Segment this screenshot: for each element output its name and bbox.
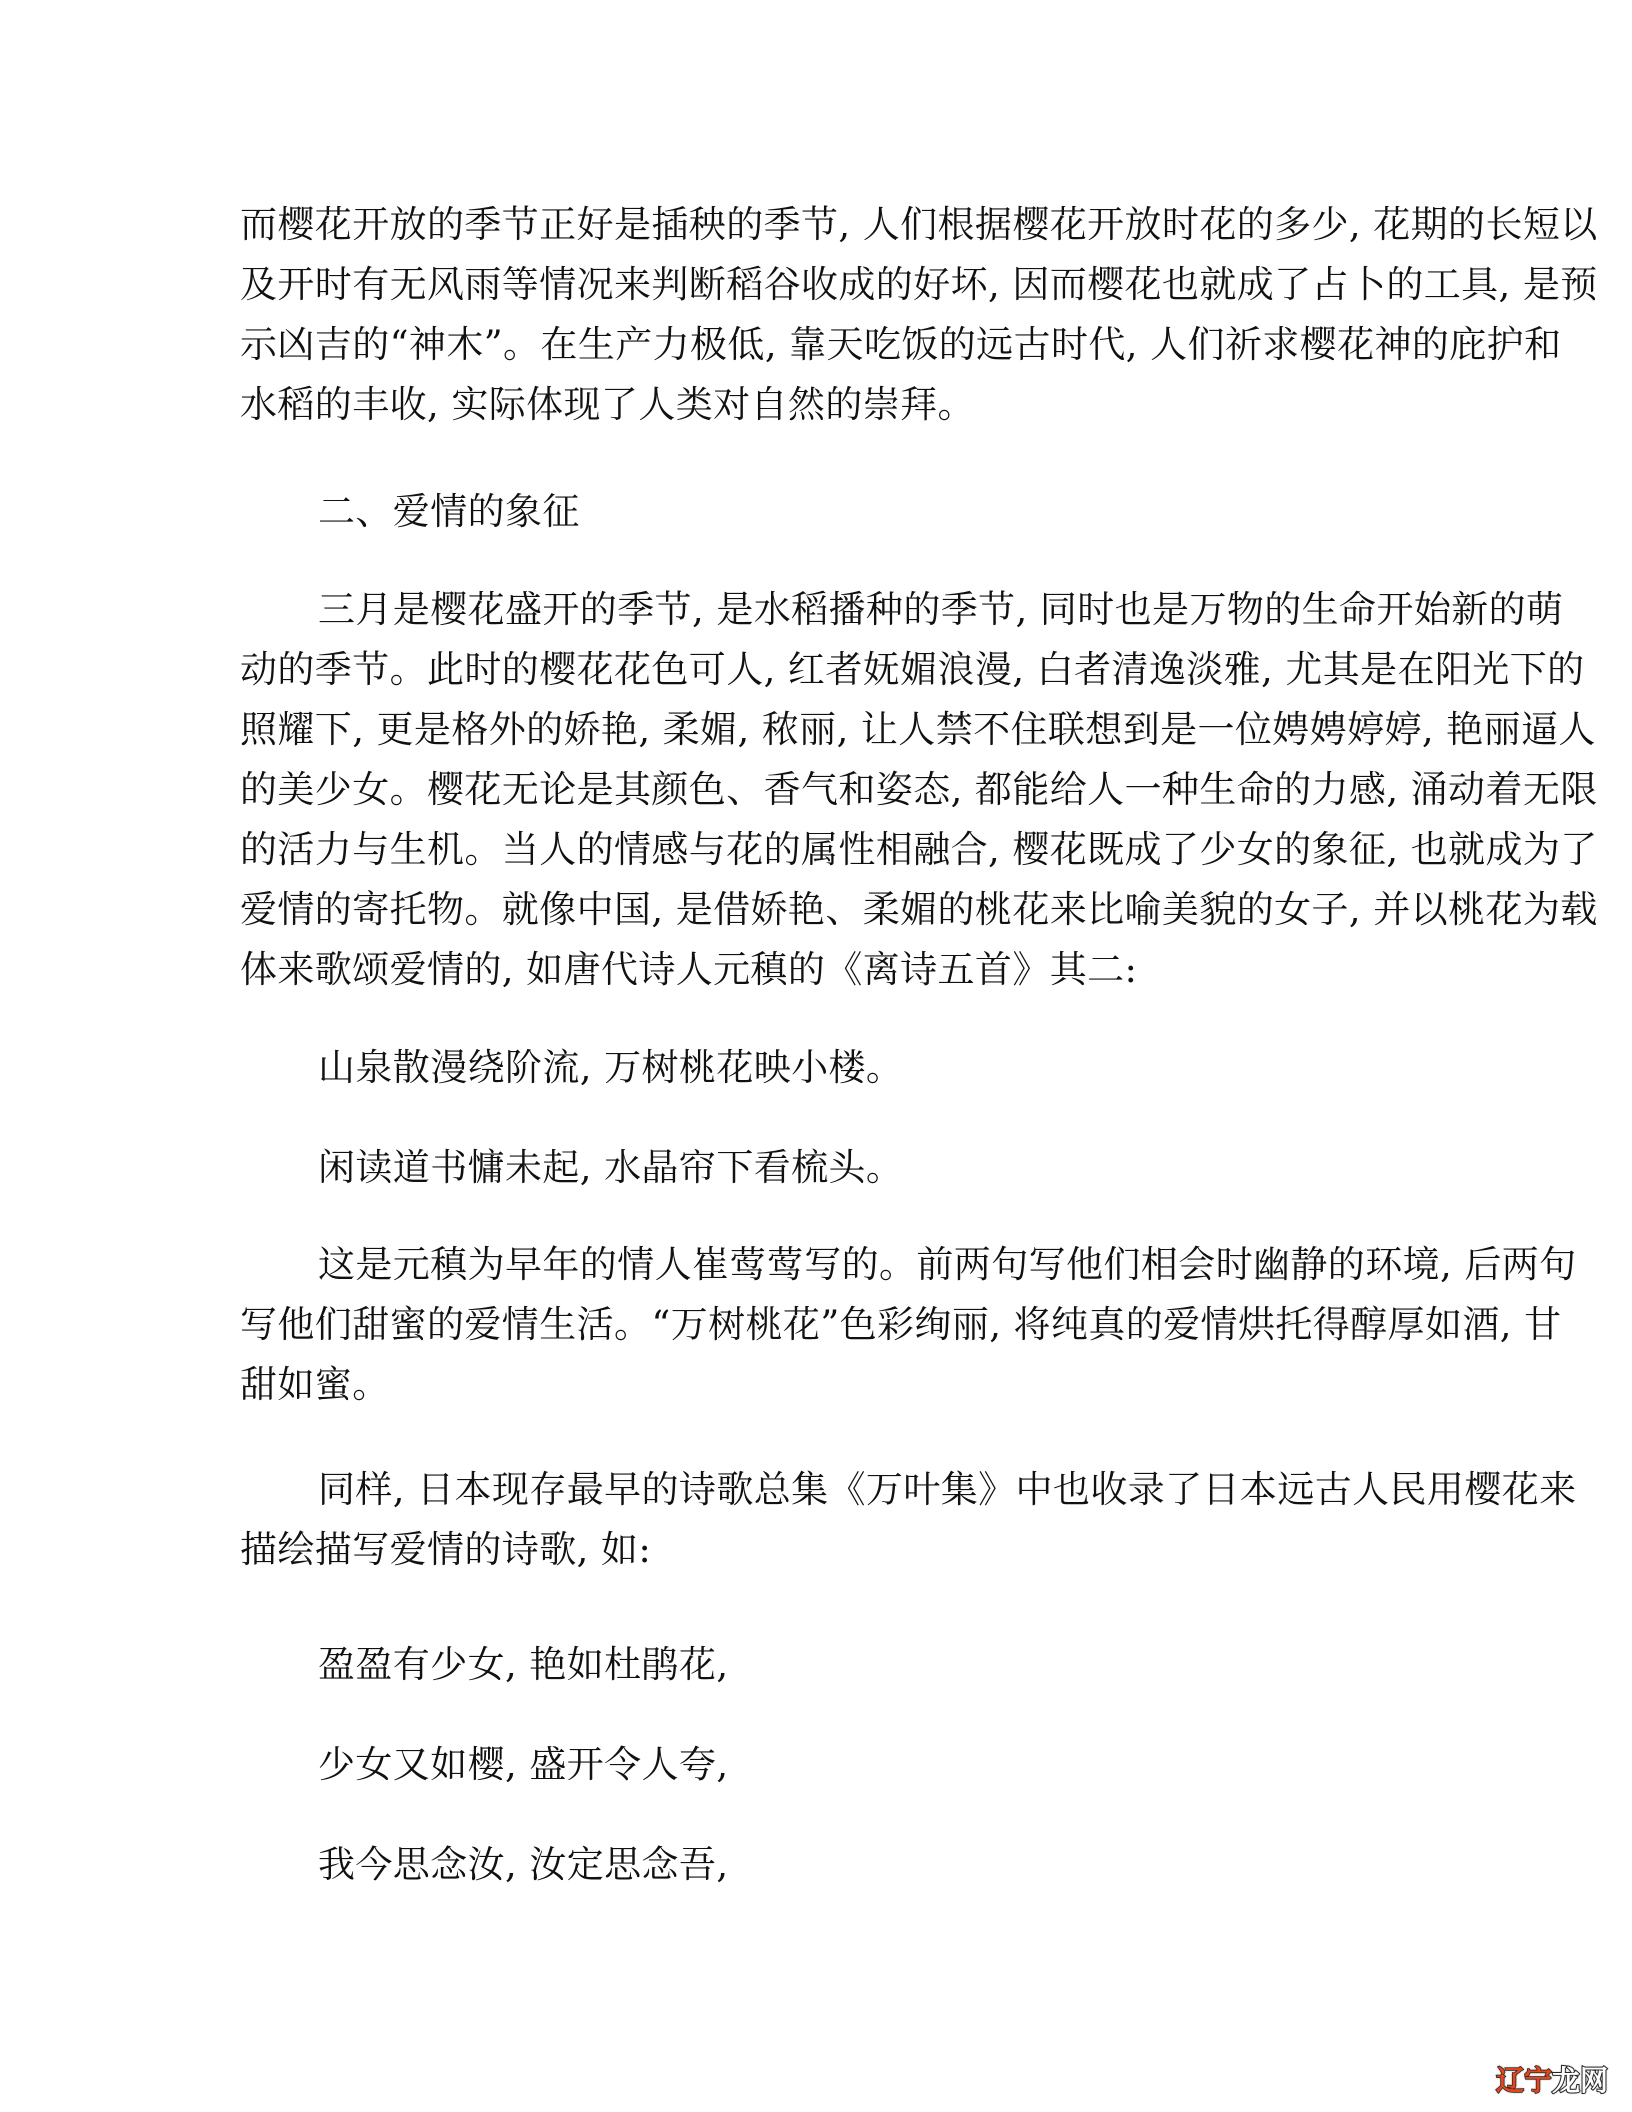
text-line: 甜如蜜。 [240,1363,390,1406]
text-line: 体来歌颂爱情的, 如唐代诗人元稹的《离诗五首》其二: [240,948,1138,991]
text-line: 及开时有无风雨等情况来判断稻谷收成的好坏, 因而樱花也就成了占卜的工具, 是预 [240,263,1598,306]
watermark-logo [1496,2064,1608,2098]
text-line: 的美少女。樱花无论是其颜色、香气和姿态, 都能给人一种生命的力感, 涌动着无限 [240,768,1598,811]
watermark-text-red: 辽宁 [1496,2064,1553,2097]
text-line: 照耀下, 更是格外的娇艳, 柔媚, 秾丽, 让人禁不住联想到是一位娉娉婷婷, 艳丽逼人 [240,708,1596,751]
poem-line: 少女又如樱, 盛开令人夸, [318,1743,729,1786]
section-heading: 二、爱情的象征 [318,490,580,533]
text-line: 同样, 日本现存最早的诗歌总集《万叶集》中也收录了日本远古人民用樱花来 [318,1468,1577,1511]
text-line: 爱情的寄托物。就像中国, 是借娇艳、柔媚的桃花来比喻美貌的女子, 并以桃花为载 [240,888,1598,931]
text-line: 这是元稹为早年的情人崔莺莺写的。前两句写他们相会时幽静的环境, 后两句 [318,1243,1577,1286]
text-line: 描绘描写爱情的诗歌, 如: [240,1528,652,1571]
poem-line: 我今思念汝, 汝定思念吾, [318,1843,729,1886]
text-line: 三月是樱花盛开的季节, 是水稻播种的季节, 同时也是万物的生命开始新的萌 [318,588,1564,631]
text-line: 水稻的丰收, 实际体现了人类对自然的崇拜。 [240,383,975,426]
text-line: 示凶吉的“神木”。在生产力极低, 靠天吃饭的远古时代, 人们祈求樱花神的庇护和 [240,323,1562,366]
poem-line: 山泉散漫绕阶流, 万树桃花映小楼。 [318,1046,904,1089]
text-line: 动的季节。此时的樱花花色可人, 红者妩媚浪漫, 白者清逸淡雅, 尤其是在阳光下的 [240,648,1585,691]
watermark-text-white: 龙网 [1552,2064,1609,2097]
text-line: 的活力与生机。当人的情感与花的属性相融合, 樱花既成了少女的象征, 也就成为了 [240,828,1598,871]
poem-line: 盈盈有少女, 艳如杜鹃花, [318,1643,729,1686]
text-line: 而樱花开放的季节正好是插秧的季节, 人们根据樱花开放时花的多少, 花期的长短以 [240,203,1598,246]
poem-line: 闲读道书慵未起, 水晶帘下看梳头。 [318,1146,904,1189]
text-line: 写他们甜蜜的爱情生活。“万树桃花”色彩绚丽, 将纯真的爱情烘托得醇厚如酒, 甘 [240,1303,1562,1346]
